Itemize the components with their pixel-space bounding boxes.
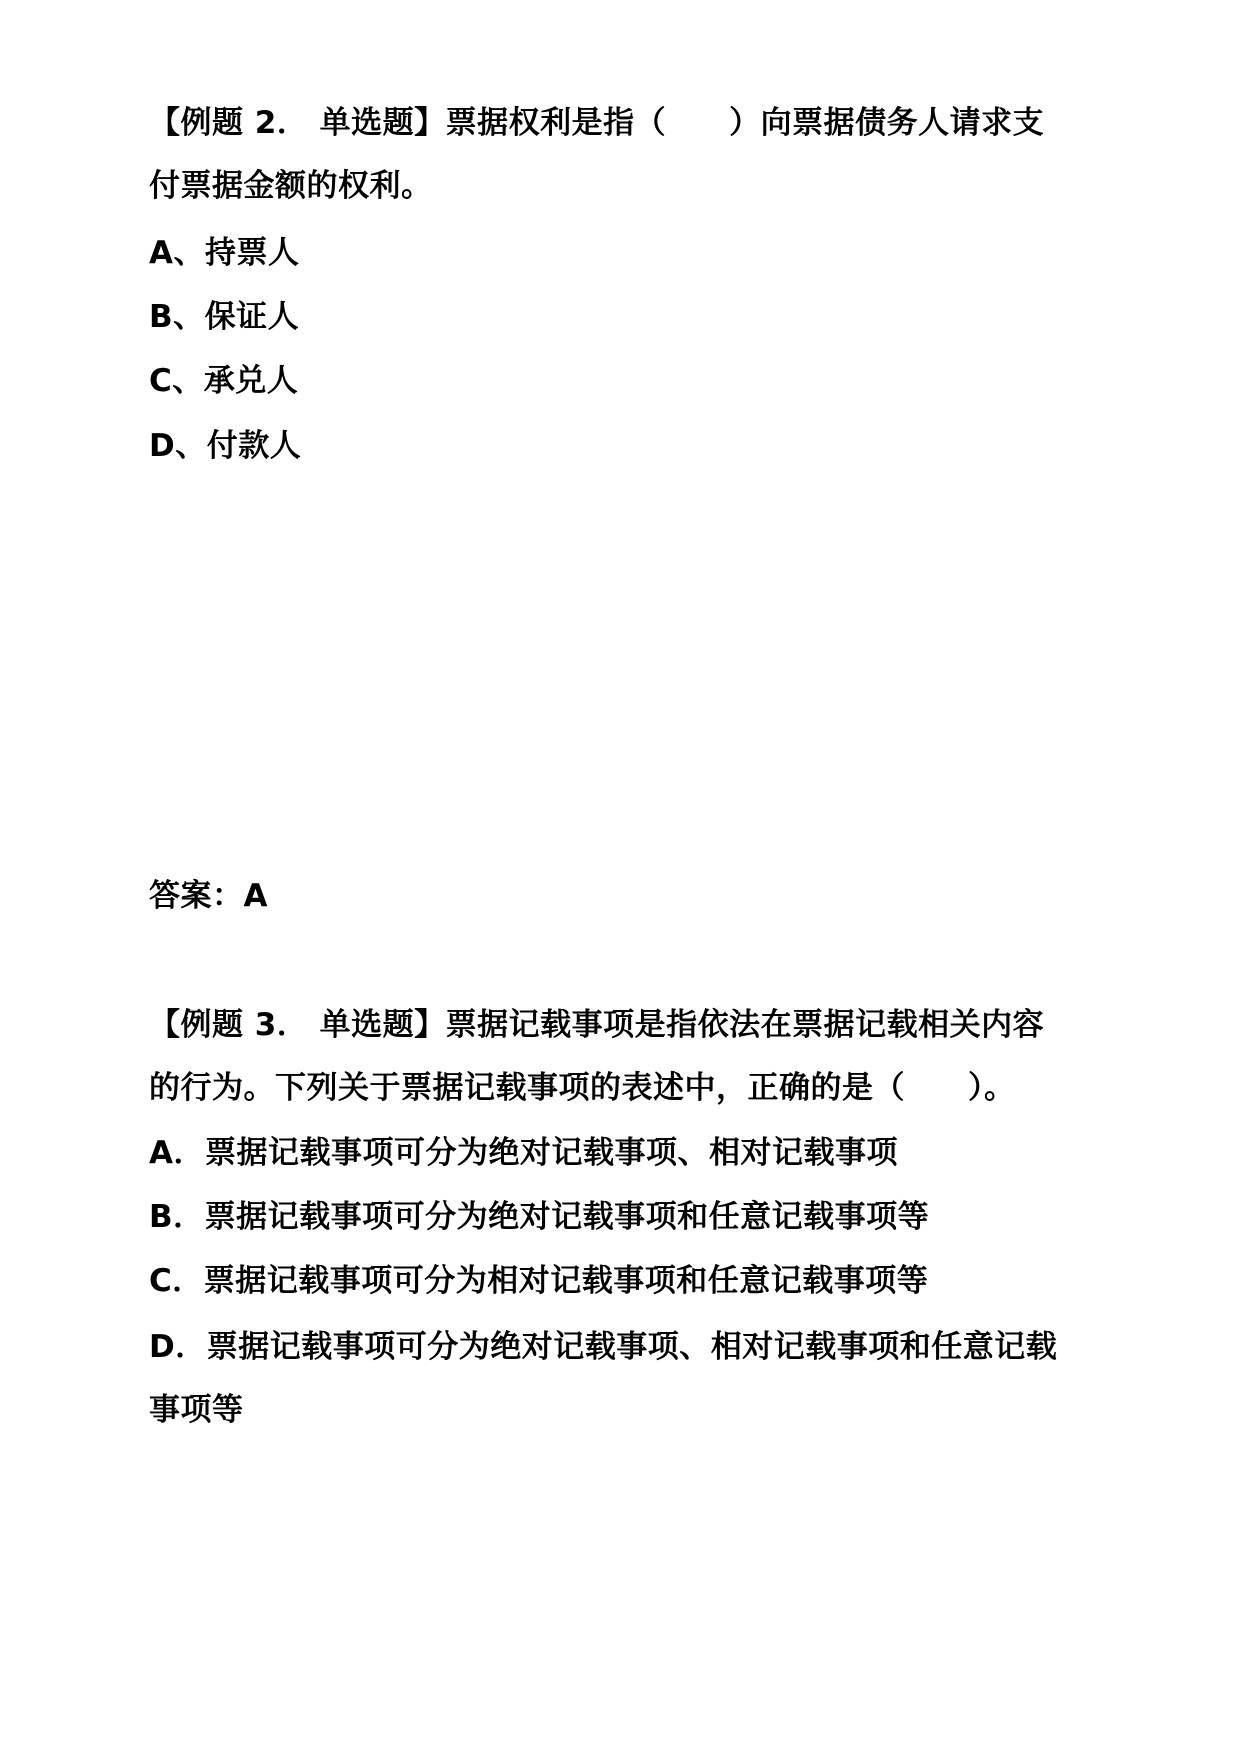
question-3-option-b: B．票据记载事项可分为绝对记载事项和任意记载事项等 <box>149 1199 930 1235</box>
question-2-stem-line-2: 付票据金额的权利。 <box>149 168 433 204</box>
question-2-stem-line-1: 【例题 2． 单选题】票据权利是指（ ）向票据债务人请求支 <box>149 105 1045 141</box>
question-2-answer: 答案：A <box>149 878 268 914</box>
question-3-option-c: C．票据记载事项可分为相对记载事项和任意记载事项等 <box>149 1263 929 1299</box>
question-3-stem-line-1: 【例题 3． 单选题】票据记载事项是指依法在票据记载相关内容 <box>149 1007 1045 1043</box>
question-3-stem-line-2: 的行为。下列关于票据记载事项的表述中，正确的是（ ）。 <box>149 1070 1016 1106</box>
question-3-option-d-line-1: D．票据记载事项可分为绝对记载事项、相对记载事项和任意记载 <box>149 1329 1058 1365</box>
question-3-option-d-line-2: 事项等 <box>149 1392 244 1428</box>
question-3-option-a: A．票据记载事项可分为绝对记载事项、相对记载事项 <box>149 1135 898 1171</box>
question-2-option-c: C、承兑人 <box>149 363 299 399</box>
question-2-option-b: B、保证人 <box>149 299 300 335</box>
question-2-option-a: A、持票人 <box>149 235 300 271</box>
question-2-option-d: D、付款人 <box>149 428 302 464</box>
